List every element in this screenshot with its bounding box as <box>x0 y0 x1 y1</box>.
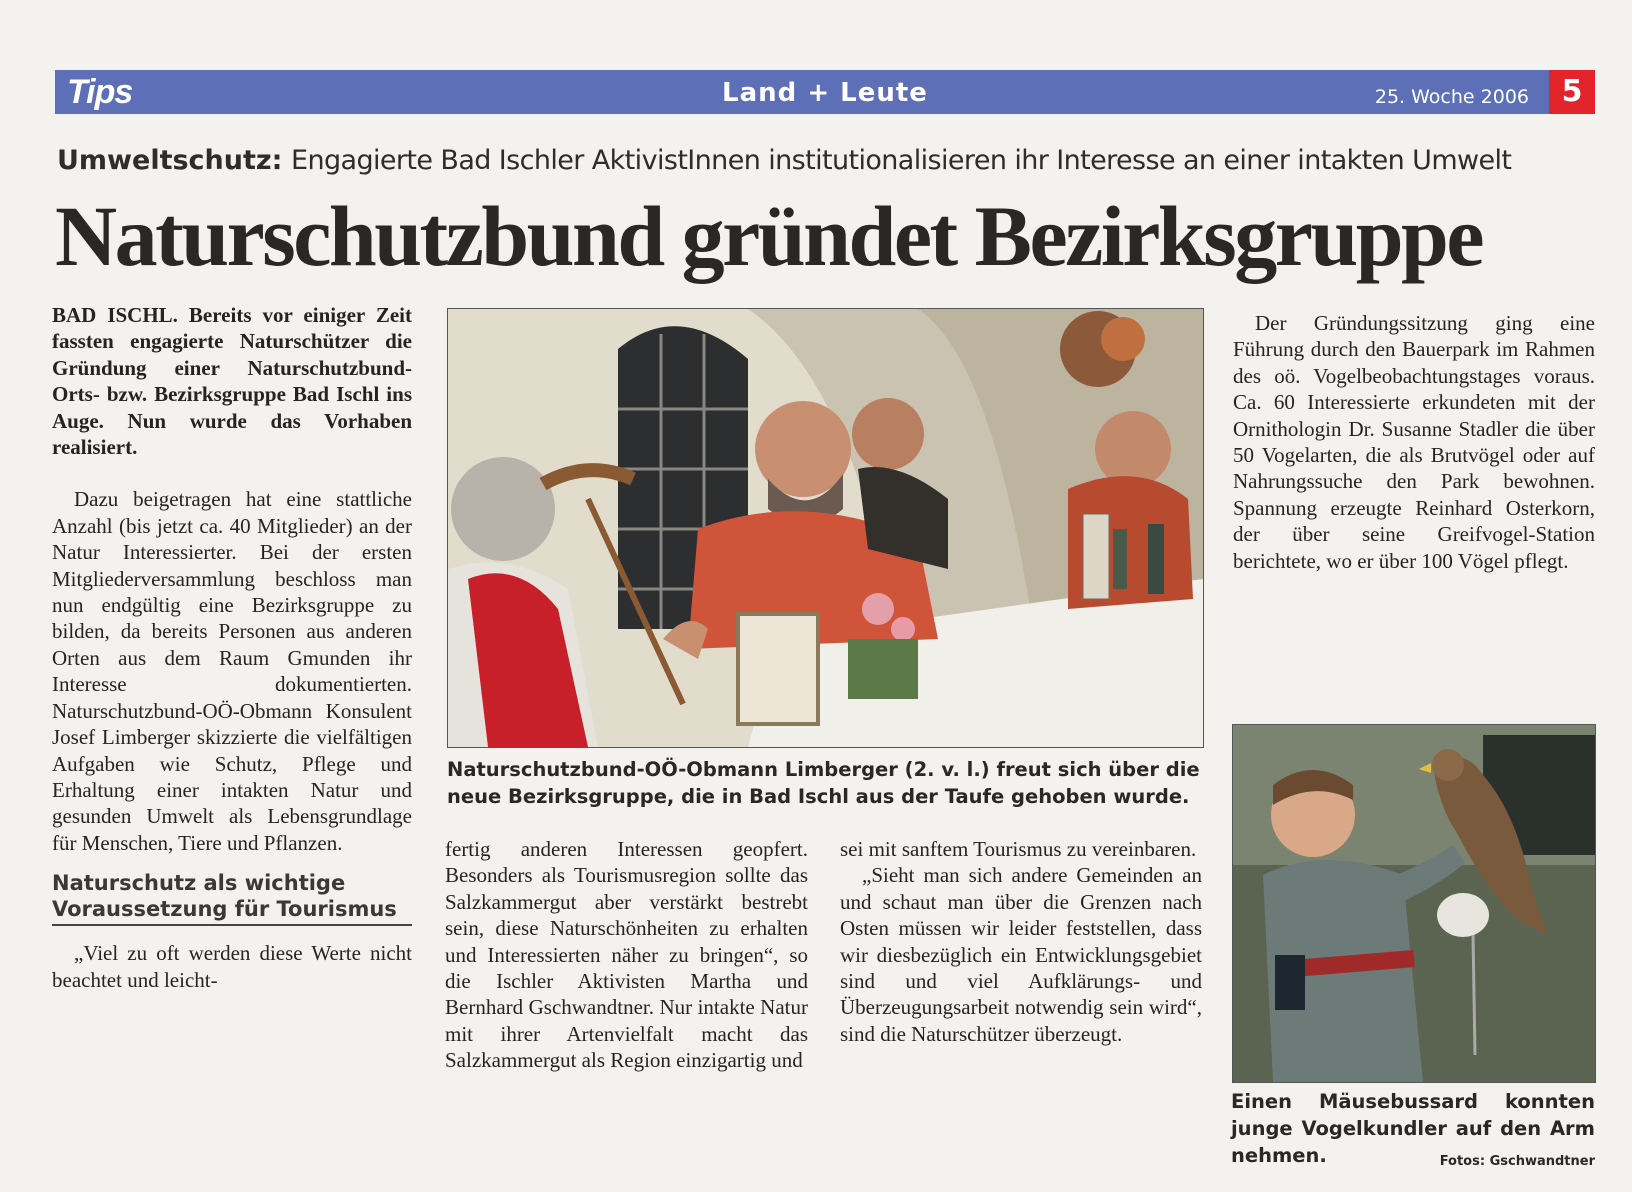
body-paragraph: Dazu beigetragen hat eine stattliche Anzahl (bis jetzt ca. 40 Mitglieder) an der Natur Interessierter. Bei der ersten Mitgliederversammlung beschloss man nun endgültig eine Bezirksgruppe zu bilden, da bereits Personen aus anderen Orten aus dem Raum Gmunden ihr Interesse dokumentierten. Naturschutzbund-OÖ-Obmann Konsulent Josef Limberger skizzierte die vielfältigen Aufgaben wie Schutz, Pflege und Erhaltung einer intakten Natur und gesunden Umwelt als Lebensgrundlage für Menschen, Tiere und Pflanzen. <box>52 487 412 855</box>
brand-logo: Tips <box>67 73 133 111</box>
bird-caption-text: Einen Mäusebussard konnten junge Vogelkundler auf den Arm nehmen. <box>1231 1090 1595 1167</box>
body-paragraph: sei mit sanftem Tourismus zu vereinbaren. <box>840 837 1197 861</box>
bird-photo <box>1232 724 1596 1083</box>
subheading: Naturschutz als wichtige Voraussetzung für Tourismus <box>52 870 412 926</box>
headline: Naturschutzbund gründet Bezirksgruppe <box>55 188 1483 284</box>
article-column-3 <box>840 836 1202 1047</box>
kicker <box>57 145 1597 176</box>
issue-label: 25. Woche 2006 <box>1374 86 1529 108</box>
kicker-label: Umweltschutz: <box>57 145 283 176</box>
article-column-2 <box>445 836 808 1074</box>
article-column-4 <box>1233 310 1595 574</box>
article-column-1 <box>52 302 412 993</box>
photo-credit: Fotos: Gschwandtner <box>1439 1154 1595 1169</box>
body-paragraph: „Sieht man sich andere Gemeinden an und schaut man über die Grenzen nach Osten müssen wir leider feststellen, dass wir diesbezüglich ein Entwicklungsgebiet sind und viel Aufklärungs- und Überzeugungsarbeit notwendig sein wird“, sind die Naturschützer überzeugt. <box>840 863 1202 1046</box>
header-bar <box>55 70 1595 114</box>
body-paragraph: Der Gründungssitzung ging eine Führung durch den Bauerpark im Rahmen des oö. Vogelbeobachtungstages voraus. Ca. 60 Interessierte erkundeten mit der Ornithologin Dr. Susanne Stadler die über 50 Vogelarten, die als Brutvögel oder auf Nahrungssuche den Park bewohnen. Spannung erzeugte Reinhard Osterkorn, der über seine Greifvogel-Station berichtete, wo er über 100 Vögel pflegt. <box>1233 311 1595 573</box>
body-paragraph: fertig anderen Interessen geopfert. Besonders als Tourismusregion sollte das Salzkammergut aber verstärkt bestrebt sein, diese Naturschönheiten zu erhalten und Interessierten näher zu bringen“, so die Ischler Aktivisten Martha und Bernhard Gschwandtner. Nur intakte Natur mit ihrer Artenvielfalt macht das Salzkammergut als Region einzigartig und <box>445 837 808 1073</box>
lead-paragraph: BAD ISCHL. Bereits vor einiger Zeit fassten engagierte Naturschützer die Gründung einer Naturschutzbund-Orts- bzw. Bezirksgruppe Bad Ischl ins Auge. Nun wurde das Vorhaben realisiert. <box>52 303 412 460</box>
body-paragraph: „Viel zu oft werden diese Werte nicht beachtet und leicht- <box>52 941 412 992</box>
kicker-text: Engagierte Bad Ischler AktivistInnen institutionalisieren ihr Interesse an einer intakten Umwelt <box>291 145 1512 176</box>
main-photo-caption: Naturschutzbund-OÖ-Obmann Limberger (2. v. l.) freut sich über die neue Bezirksgruppe, die in Bad Ischl aus der Taufe gehoben wurde. <box>447 758 1200 808</box>
page-number: 5 <box>1549 70 1595 114</box>
bird-photo-caption <box>1231 1088 1595 1175</box>
section-title: Land + Leute <box>722 78 928 108</box>
main-photo <box>447 308 1204 748</box>
